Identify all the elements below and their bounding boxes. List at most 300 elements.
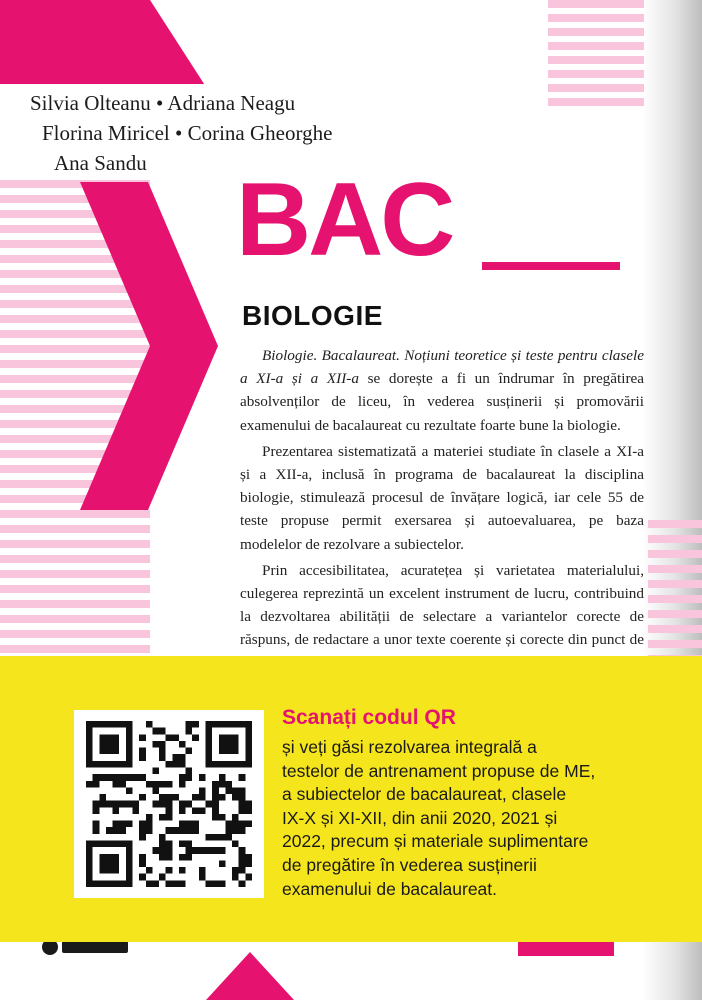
qr-module	[219, 860, 226, 867]
stripe	[0, 540, 150, 548]
qr-module	[159, 741, 166, 748]
qr-module	[239, 880, 246, 887]
qr-module	[239, 801, 246, 808]
qr-module	[139, 854, 146, 861]
qr-module	[152, 781, 159, 788]
qr-module	[119, 721, 126, 728]
qr-module	[199, 807, 206, 814]
qr-module	[86, 728, 93, 735]
qr-module	[172, 754, 179, 761]
author-line: Silvia Olteanu • Adriana Neagu	[30, 91, 296, 115]
qr-module	[99, 721, 106, 728]
qr-module	[179, 801, 186, 808]
qr-module	[232, 814, 239, 821]
qr-module	[179, 854, 186, 861]
top-pink-shape	[0, 0, 208, 90]
stripe	[548, 70, 644, 78]
qr-module	[219, 761, 226, 768]
qr-module	[113, 774, 120, 781]
title-underline	[482, 262, 620, 270]
qr-module	[166, 801, 173, 808]
qr-module	[139, 774, 146, 781]
qr-module	[239, 807, 246, 814]
stripe	[548, 42, 644, 50]
qr-module	[245, 721, 252, 728]
qr-module	[119, 774, 126, 781]
qr-module	[212, 781, 219, 788]
book-title: BAC	[236, 162, 453, 278]
qr-module	[93, 880, 100, 887]
qr-module	[172, 734, 179, 741]
qr-module	[192, 721, 199, 728]
qr-module	[245, 741, 252, 748]
stripe	[648, 535, 702, 543]
qr-module	[232, 874, 239, 881]
qr-module	[232, 741, 239, 748]
qr-module	[126, 754, 133, 761]
qr-module	[245, 874, 252, 881]
qr-module	[106, 867, 113, 874]
qr-module	[113, 807, 120, 814]
banner-line: 2022, precum și materiale suplimentare	[282, 831, 589, 852]
qr-module	[166, 761, 173, 768]
qr-module	[119, 827, 126, 834]
qr-module	[126, 721, 133, 728]
qr-module	[146, 821, 153, 828]
stripe	[0, 600, 150, 608]
qr-module	[166, 847, 173, 854]
qr-module	[146, 827, 153, 834]
qr-module	[192, 847, 199, 854]
qr-module	[219, 748, 226, 755]
qr-module	[139, 860, 146, 867]
qr-module	[245, 807, 252, 814]
qr-module	[106, 860, 113, 867]
qr-module	[119, 761, 126, 768]
qr-module	[126, 854, 133, 861]
stripe	[0, 615, 150, 623]
qr-module	[119, 880, 126, 887]
qr-module	[86, 781, 93, 788]
qr-module	[86, 847, 93, 854]
qr-module	[86, 754, 93, 761]
stripe	[548, 28, 644, 36]
qr-module	[206, 801, 213, 808]
qr-module	[192, 827, 199, 834]
qr-module	[152, 767, 159, 774]
qr-module	[172, 761, 179, 768]
qr-module	[113, 721, 120, 728]
qr-module	[245, 748, 252, 755]
qr-module	[93, 841, 100, 848]
qr-module	[166, 794, 173, 801]
qr-module	[179, 827, 186, 834]
qr-module	[106, 801, 113, 808]
stripe	[648, 640, 702, 648]
qr-module	[106, 721, 113, 728]
qr-module	[113, 841, 120, 848]
qr-module	[93, 801, 100, 808]
qr-code-icon[interactable]	[86, 721, 252, 887]
qr-module	[126, 741, 133, 748]
stripe	[548, 98, 644, 106]
qr-module	[99, 801, 106, 808]
qr-module	[139, 754, 146, 761]
qr-module	[86, 880, 93, 887]
qr-module	[179, 841, 186, 848]
qr-module	[99, 774, 106, 781]
banner-line: testelor de antrenament propuse de ME,	[282, 760, 596, 781]
qr-module	[225, 734, 232, 741]
qr-module	[126, 860, 133, 867]
qr-module	[113, 801, 120, 808]
qr-module	[126, 774, 133, 781]
qr-module	[239, 821, 246, 828]
qr-module	[206, 741, 213, 748]
qr-module	[99, 880, 106, 887]
qr-module	[206, 728, 213, 735]
stripe	[648, 610, 702, 618]
qr-module	[86, 721, 93, 728]
stripe	[0, 510, 150, 518]
qr-module	[219, 741, 226, 748]
qr-module	[93, 721, 100, 728]
qr-module	[86, 841, 93, 848]
qr-module	[152, 741, 159, 748]
qr-module	[99, 794, 106, 801]
qr-module	[93, 761, 100, 768]
qr-module	[106, 761, 113, 768]
qr-module	[199, 867, 206, 874]
qr-module	[219, 794, 226, 801]
qr-module	[219, 774, 226, 781]
qr-module	[192, 807, 199, 814]
qr-module	[113, 827, 120, 834]
stripe	[0, 300, 150, 308]
qr-module	[166, 827, 173, 834]
qr-module	[206, 834, 213, 841]
qr-module	[159, 794, 166, 801]
qr-module	[172, 827, 179, 834]
qr-module	[126, 748, 133, 755]
qr-module	[93, 807, 100, 814]
qr-module	[159, 801, 166, 808]
qr-module	[99, 748, 106, 755]
qr-module	[139, 794, 146, 801]
qr-module	[166, 854, 173, 861]
qr-module	[219, 847, 226, 854]
qr-code-card[interactable]	[74, 710, 264, 898]
qr-module	[139, 821, 146, 828]
qr-module	[232, 841, 239, 848]
qr-module	[152, 728, 159, 735]
qr-module	[245, 734, 252, 741]
qr-module	[212, 721, 219, 728]
qr-module	[113, 860, 120, 867]
qr-module	[119, 801, 126, 808]
qr-module	[239, 827, 246, 834]
qr-module	[239, 774, 246, 781]
qr-module	[126, 880, 133, 887]
stripe	[548, 84, 644, 92]
qr-module	[126, 801, 133, 808]
qr-module	[126, 761, 133, 768]
qr-module	[206, 880, 213, 887]
qr-module	[199, 847, 206, 854]
qr-module	[179, 774, 186, 781]
qr-module	[245, 854, 252, 861]
qr-module	[113, 761, 120, 768]
qr-module	[219, 834, 226, 841]
book-subject: BIOLOGIE	[242, 300, 383, 331]
qr-module	[159, 748, 166, 755]
qr-module	[126, 734, 133, 741]
qr-module	[232, 827, 239, 834]
description-paragraph: Prin accesibilitatea, acuratețea și varietatea materialului, culegerea reprezintă un excelent instrument de lucru, contribuind la dezvoltarea abilității de selectare a variantelor corecte de răspuns, de redactare a unor texte coerente și corecte din punct de	[240, 561, 644, 649]
qr-module	[166, 841, 173, 848]
qr-module	[232, 734, 239, 741]
qr-module	[113, 741, 120, 748]
qr-module	[192, 734, 199, 741]
description-paragraph: Prezentarea sistematizată a materiei studiate în clasele a XI-a și a XII-a, inclusă în programa de bacalaureat la disciplina biologie, stimulează procesul de învățare logică, iar cele 55 de teste propuse permit exersarea și autoevaluarea, pe baza modelelor de rezolvare a subiectelor.	[240, 442, 644, 553]
qr-module	[186, 847, 193, 854]
qr-module	[99, 860, 106, 867]
qr-module	[99, 741, 106, 748]
qr-module	[99, 841, 106, 848]
qr-module	[206, 734, 213, 741]
qr-module	[113, 854, 120, 861]
qr-module	[86, 761, 93, 768]
qr-module	[86, 874, 93, 881]
qr-module	[219, 721, 226, 728]
qr-module	[239, 854, 246, 861]
qr-module	[106, 774, 113, 781]
stripe	[0, 345, 150, 353]
qr-module	[186, 767, 193, 774]
qr-module	[86, 734, 93, 741]
qr-module	[166, 814, 173, 821]
qr-module	[159, 781, 166, 788]
qr-module	[225, 834, 232, 841]
qr-module	[212, 794, 219, 801]
stripe	[0, 330, 150, 338]
qr-module	[139, 834, 146, 841]
qr-module	[232, 867, 239, 874]
qr-module	[179, 867, 186, 874]
qr-module	[199, 794, 206, 801]
qr-module	[86, 867, 93, 874]
qr-module	[119, 841, 126, 848]
banner-title: Scanați codul QR	[282, 706, 456, 729]
qr-module	[219, 880, 226, 887]
qr-module	[192, 821, 199, 828]
qr-module	[93, 781, 100, 788]
qr-module	[106, 741, 113, 748]
qr-module	[179, 754, 186, 761]
qr-module	[225, 821, 232, 828]
stripe	[0, 375, 150, 383]
qr-module	[93, 827, 100, 834]
qr-module	[212, 801, 219, 808]
stripe	[548, 14, 644, 22]
qr-module	[139, 874, 146, 881]
stripe	[548, 0, 644, 8]
qr-module	[225, 827, 232, 834]
qr-module	[225, 741, 232, 748]
qr-module	[225, 761, 232, 768]
qr-module	[179, 880, 186, 887]
banner-line: de pregătire în vederea susținerii	[282, 854, 537, 875]
qr-module	[186, 728, 193, 735]
qr-module	[113, 748, 120, 755]
qr-module	[239, 867, 246, 874]
qr-module	[106, 854, 113, 861]
qr-module	[199, 787, 206, 794]
qr-module	[239, 761, 246, 768]
qr-module	[245, 860, 252, 867]
qr-module	[152, 787, 159, 794]
author-line: Florina Miricel • Corina Gheorghe	[42, 121, 333, 145]
qr-module	[239, 794, 246, 801]
qr-module	[159, 728, 166, 735]
qr-module	[113, 867, 120, 874]
qr-module	[139, 734, 146, 741]
qr-module	[225, 721, 232, 728]
qr-module	[146, 867, 153, 874]
qr-module	[199, 774, 206, 781]
qr-module	[126, 728, 133, 735]
banner-line: și veți găsi rezolvarea integrală a	[282, 737, 537, 757]
qr-module	[132, 774, 139, 781]
qr-module	[106, 748, 113, 755]
qr-module	[172, 880, 179, 887]
stripe	[648, 580, 702, 588]
qr-module	[232, 787, 239, 794]
qr-module	[179, 741, 186, 748]
qr-module	[159, 847, 166, 854]
bottom-pink-shape	[206, 952, 294, 1000]
qr-module	[159, 834, 166, 841]
qr-module	[93, 774, 100, 781]
qr-module	[159, 814, 166, 821]
qr-module	[166, 807, 173, 814]
stripe	[0, 360, 150, 368]
qr-module	[146, 781, 153, 788]
stripe	[648, 625, 702, 633]
qr-module	[219, 814, 226, 821]
qr-module	[139, 748, 146, 755]
stripe	[648, 565, 702, 573]
qr-module	[245, 728, 252, 735]
qr-module	[139, 827, 146, 834]
qr-module	[106, 841, 113, 848]
banner-line: IX-X și XI-XII, din anii 2020, 2021 și	[282, 807, 558, 828]
qr-module	[159, 841, 166, 848]
qr-module	[219, 781, 226, 788]
qr-module	[146, 880, 153, 887]
qr-module	[113, 781, 120, 788]
stripe	[0, 315, 150, 323]
qr-module	[132, 801, 139, 808]
book-full-title: Biologie. Bacalaureat. Noțiuni teoretice și teste pentru clasele a XI-a și a XII-a	[240, 347, 644, 388]
description-text	[240, 344, 644, 698]
qr-module	[186, 774, 193, 781]
qr-module	[152, 880, 159, 887]
qr-module	[146, 721, 153, 728]
qr-module	[99, 761, 106, 768]
qr-module	[99, 734, 106, 741]
qr-module	[166, 867, 173, 874]
qr-module	[119, 821, 126, 828]
qr-module	[212, 807, 219, 814]
stripe	[648, 595, 702, 603]
qr-module	[239, 860, 246, 867]
stripe	[0, 645, 150, 653]
qr-module	[186, 821, 193, 828]
description-paragraph	[240, 344, 644, 437]
qr-module	[232, 761, 239, 768]
qr-module	[166, 781, 173, 788]
qr-module	[159, 874, 166, 881]
qr-module	[225, 787, 232, 794]
qr-module	[132, 807, 139, 814]
qr-module	[113, 734, 120, 741]
qr-module	[126, 847, 133, 854]
qr-module	[232, 821, 239, 828]
qr-module	[86, 860, 93, 867]
author-line: Ana Sandu	[54, 151, 147, 175]
stripe	[0, 585, 150, 593]
qr-module	[212, 847, 219, 854]
qr-module	[106, 734, 113, 741]
qr-module	[245, 761, 252, 768]
qr-module	[126, 841, 133, 848]
qr-module	[146, 814, 153, 821]
banner-text	[282, 736, 662, 901]
qr-module	[179, 807, 186, 814]
intro-text: se dorește a fi un îndrumar în pregătirea absolvenților de liceu, în vederea susținerii și promovării examenului de bacalaureat cu rezultate foarte bune la biologie.	[240, 370, 644, 434]
qr-module	[206, 748, 213, 755]
qr-module	[152, 847, 159, 854]
qr-module	[245, 801, 252, 808]
qr-module	[179, 821, 186, 828]
qr-module	[212, 814, 219, 821]
qr-module	[99, 854, 106, 861]
qr-module	[232, 748, 239, 755]
qr-module	[179, 781, 186, 788]
qr-module	[119, 781, 126, 788]
qr-module	[245, 754, 252, 761]
stripe	[648, 550, 702, 558]
qr-module	[212, 834, 219, 841]
qr-module	[239, 787, 246, 794]
qr-module	[212, 880, 219, 887]
qr-module	[219, 734, 226, 741]
qr-module	[126, 874, 133, 881]
stripe	[0, 390, 150, 398]
qr-module	[106, 880, 113, 887]
qr-module	[212, 787, 219, 794]
qr-module	[126, 821, 133, 828]
qr-module	[225, 781, 232, 788]
qr-module	[86, 741, 93, 748]
stripe	[0, 630, 150, 638]
qr-module	[239, 721, 246, 728]
banner-line: a subiectelor de bacalaureat, clasele	[282, 784, 567, 805]
qr-module	[186, 854, 193, 861]
qr-module	[232, 721, 239, 728]
qr-module	[106, 827, 113, 834]
